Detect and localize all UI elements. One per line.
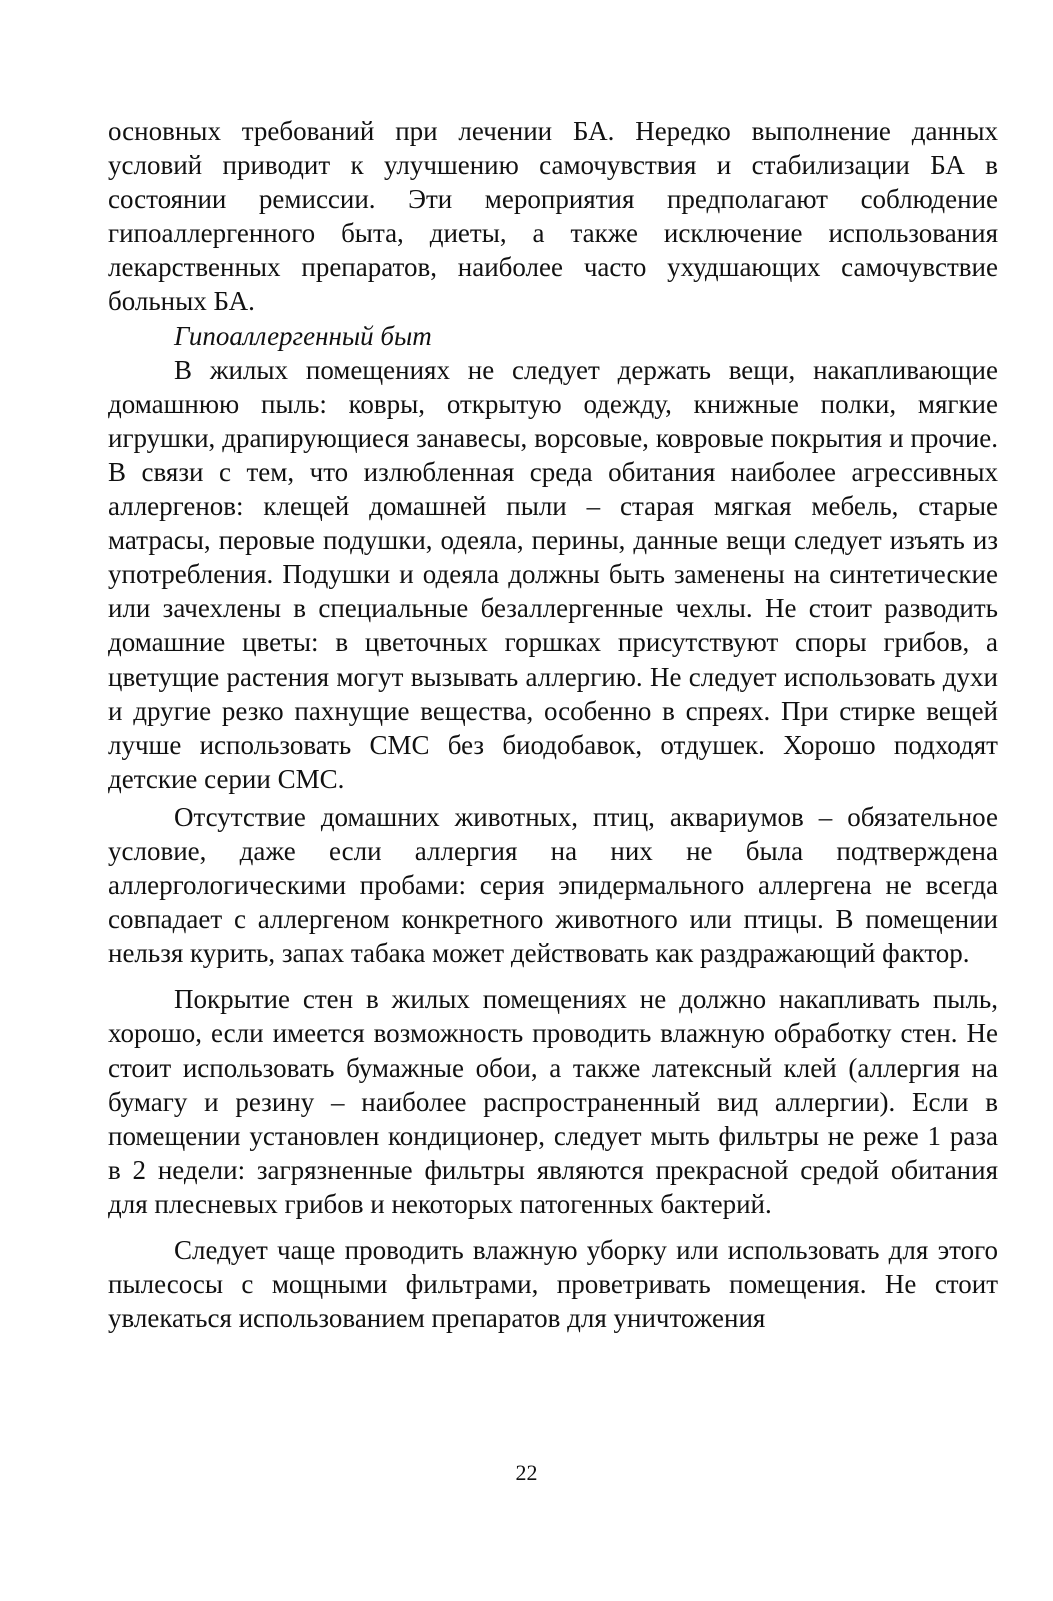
paragraph-walls: Покрытие стен в жилых помещениях не должно накапливать пыль, хорошо, если имеется возможность проводить влажную обработку стен. Не стоит использовать бумажные обои, а также латексный клей (аллергия на бумагу и резину – наиболее распространенный вид аллергии). Если в помещении установлен кондиционер, следует мыть фильтры не реже 1 раза в 2 недели: загрязненные фильтры являются прекрасной средой обитания для плесневых грибов и некоторых патогенных бактерий. <box>108 984 998 1219</box>
paragraph-dust: В жилых помещениях не следует держать вещи, накапливающие домашнюю пыль: ковры, открытую одежду, книжные полки, мягкие игрушки, драпирующиеся занавесы, ворсовые, ковровые покрытия и прочие. В связи с тем, что излюбленная среда обитания наиболее агрессивных аллергенов: клещей домашней пыли – старая мягкая мебель, старые матрасы, перовые подушки, одеяла, перины, данные вещи следует изъять из употребления. Подушки и одеяла должны быть заменены на синтетические или зачехлены в специальные безаллергенные чехлы. Не стоит разводить домашние цветы: в цветочных горшках присутствуют споры грибов, а цветущие растения могут вызывать аллергию. Не следует использовать духи и другие резко пахнущие вещества, особенно в спреях. При стирке вещей лучше использовать СМС без биодобавок, отдушек. Хорошо подходят детские серии СМС. <box>108 354 998 794</box>
section-heading: Гипоаллергенный быт <box>174 320 432 351</box>
page-body <box>108 114 998 1335</box>
page-number: 22 <box>515 1460 538 1485</box>
paragraph-cleaning: Следует чаще проводить влажную уборку или использовать для этого пылесосы с мощными фильтрами, проветривать помещения. Не стоит увлекаться использованием препаратов для уничтожения <box>108 1235 998 1334</box>
paragraph-continuation: основных требований при лечении БА. Нередко выполнение данных условий приводит к улучшению самочувствия и стабилизации БА в состоянии ремиссии. Эти мероприятия предполагают соблюдение гипоаллергенного быта, диеты, а также исключение использования лекарственных препаратов, наиболее часто ухудшающих самочувствие больных БА. <box>108 116 998 317</box>
paragraph-pets: Отсутствие домашних животных, птиц, аквариумов – обязательное условие, даже если аллергия на них не была подтверждена аллергологическими пробами: серия эпидермального аллергена не всегда совпадает с аллергеном конкретного животного или птицы. В помещении нельзя курить, запах табака может действовать как раздражающий фактор. <box>108 801 998 969</box>
